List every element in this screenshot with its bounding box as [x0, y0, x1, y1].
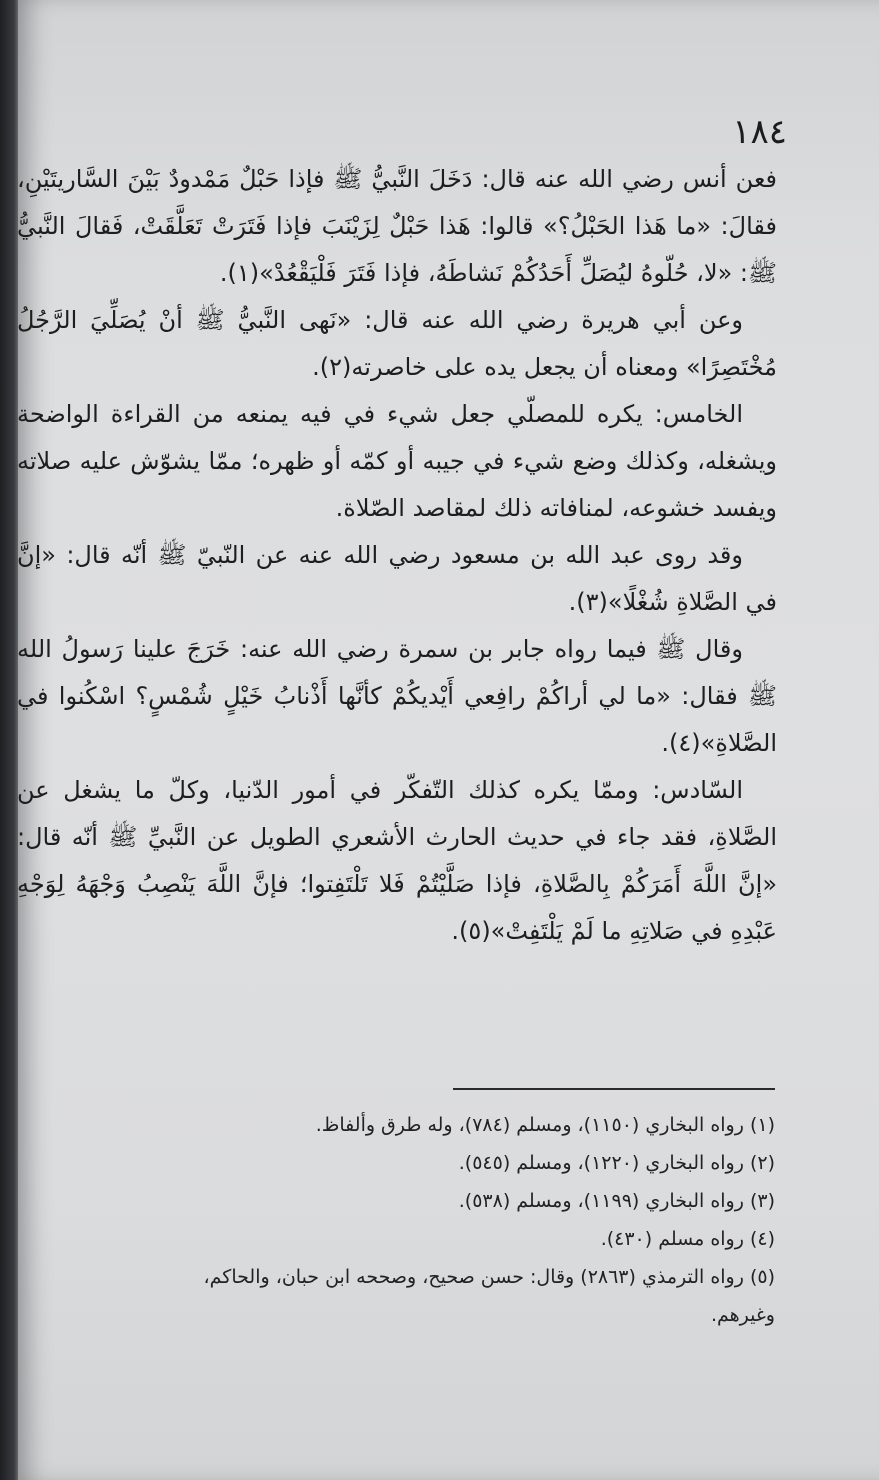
footnote-2: (٢) رواه البخاري (١٢٢٠)، ومسلم (٥٤٥). — [458, 1152, 775, 1174]
book-page — [18, 0, 879, 1480]
footnote-1: (١) رواه البخاري (١١٥٠)، ومسلم (٧٨٤)، وله طرق وألفاظ. — [315, 1114, 775, 1136]
page-number: ١٨٤ — [732, 112, 787, 152]
paragraph-ibn-masud-hadith: وقد روى عبد الله بن مسعود رضي الله عنه عن النّبيّ ﷺ أنّه قال: «إنَّ في الصَّلاةِ شُغْلًا»(٣). — [17, 541, 777, 616]
footnote-5-continuation: وغيرهم. — [710, 1304, 775, 1326]
paragraph-abu-hurayra-hadith: وعن أبي هريرة رضي الله عنه قال: «نَهى النَّبيُّ ﷺ أنْ يُصَلِّيَ الرَّجُلُ مُخْتَصِرًا» ومعناه أن يجعل يده على خاصرته(٢). — [17, 306, 777, 381]
footnote-divider — [453, 1088, 775, 1090]
footnote-5: (٥) رواه الترمذي (٢٨٦٣) وقال: حسن صحيح، وصححه ابن حبان، والحاكم، — [203, 1266, 775, 1288]
paragraph-anas-hadith: فعن أنس رضي الله عنه قال: دَخَلَ النَّبيُّ ﷺ فإذا حَبْلٌ مَمْدودٌ بَيْنَ السَّاريتَيْنِ، فقالَ: «ما هَذا الحَبْلُ؟» قالوا: هَذا حَبْلٌ لِزَيْنَبَ فإذا فَتَرَتْ تَعَلَّقَتْ، فَقالَ النَّبيُّ ﷺ: «لا، حُلّوهُ ليُصَلِّ أَحَدُكُمْ نَشاطَهُ، فإذا فَتَرَ فَلْيَقْعُدْ»(١). — [17, 165, 777, 287]
main-text — [17, 156, 777, 955]
footnote-3: (٣) رواه البخاري (١١٩٩)، ومسلم (٥٣٨). — [458, 1190, 775, 1212]
paragraph-fifth-point: الخامس: يكره للمصلّي جعل شيء في فيه يمنعه من القراءة الواضحة ويشغله، وكذلك وضع شيء في جيبه أو كمّه أو ظهره؛ ممّا يشوّش عليه صلاته ويفسد خشوعه، لمنافاته ذلك لمقاصد الصّلاة. — [17, 400, 777, 522]
paragraph-sixth-point: السّادس: وممّا يكره كذلك التّفكّر في أمور الدّنيا، وكلّ ما يشغل عن الصَّلاةِ، فقد جاء في حديث الحارث الأشعري الطويل عن النَّبيِّ ﷺ أنّه قال: «إنَّ اللَّهَ أَمَرَكُمْ بِالصَّلاةِ، فإذا صَلَّيْتُمْ فَلا تَلْتَفِتوا؛ فإنَّ اللَّهَ يَنْصِبُ وَجْهَهُ لِوَجْهِ عَبْدِهِ في صَلاتِهِ ما لَمْ يَلْتَفِتْ»(٥). — [17, 776, 777, 945]
footnote-4: (٤) رواه مسلم (٤٣٠). — [600, 1228, 775, 1250]
footnotes — [75, 1106, 775, 1334]
paragraph-jabir-hadith: وقال ﷺ فيما رواه جابر بن سمرة رضي الله عنه: خَرَجَ علينا رَسولُ الله ﷺ فقال: «ما لي أراكُمْ رافِعي أَيْديكُمْ كأنَّها أَذْنابُ خَيْلٍ شُمْسٍ؟ اسْكُنوا في الصَّلاةِ»(٤). — [17, 635, 777, 757]
